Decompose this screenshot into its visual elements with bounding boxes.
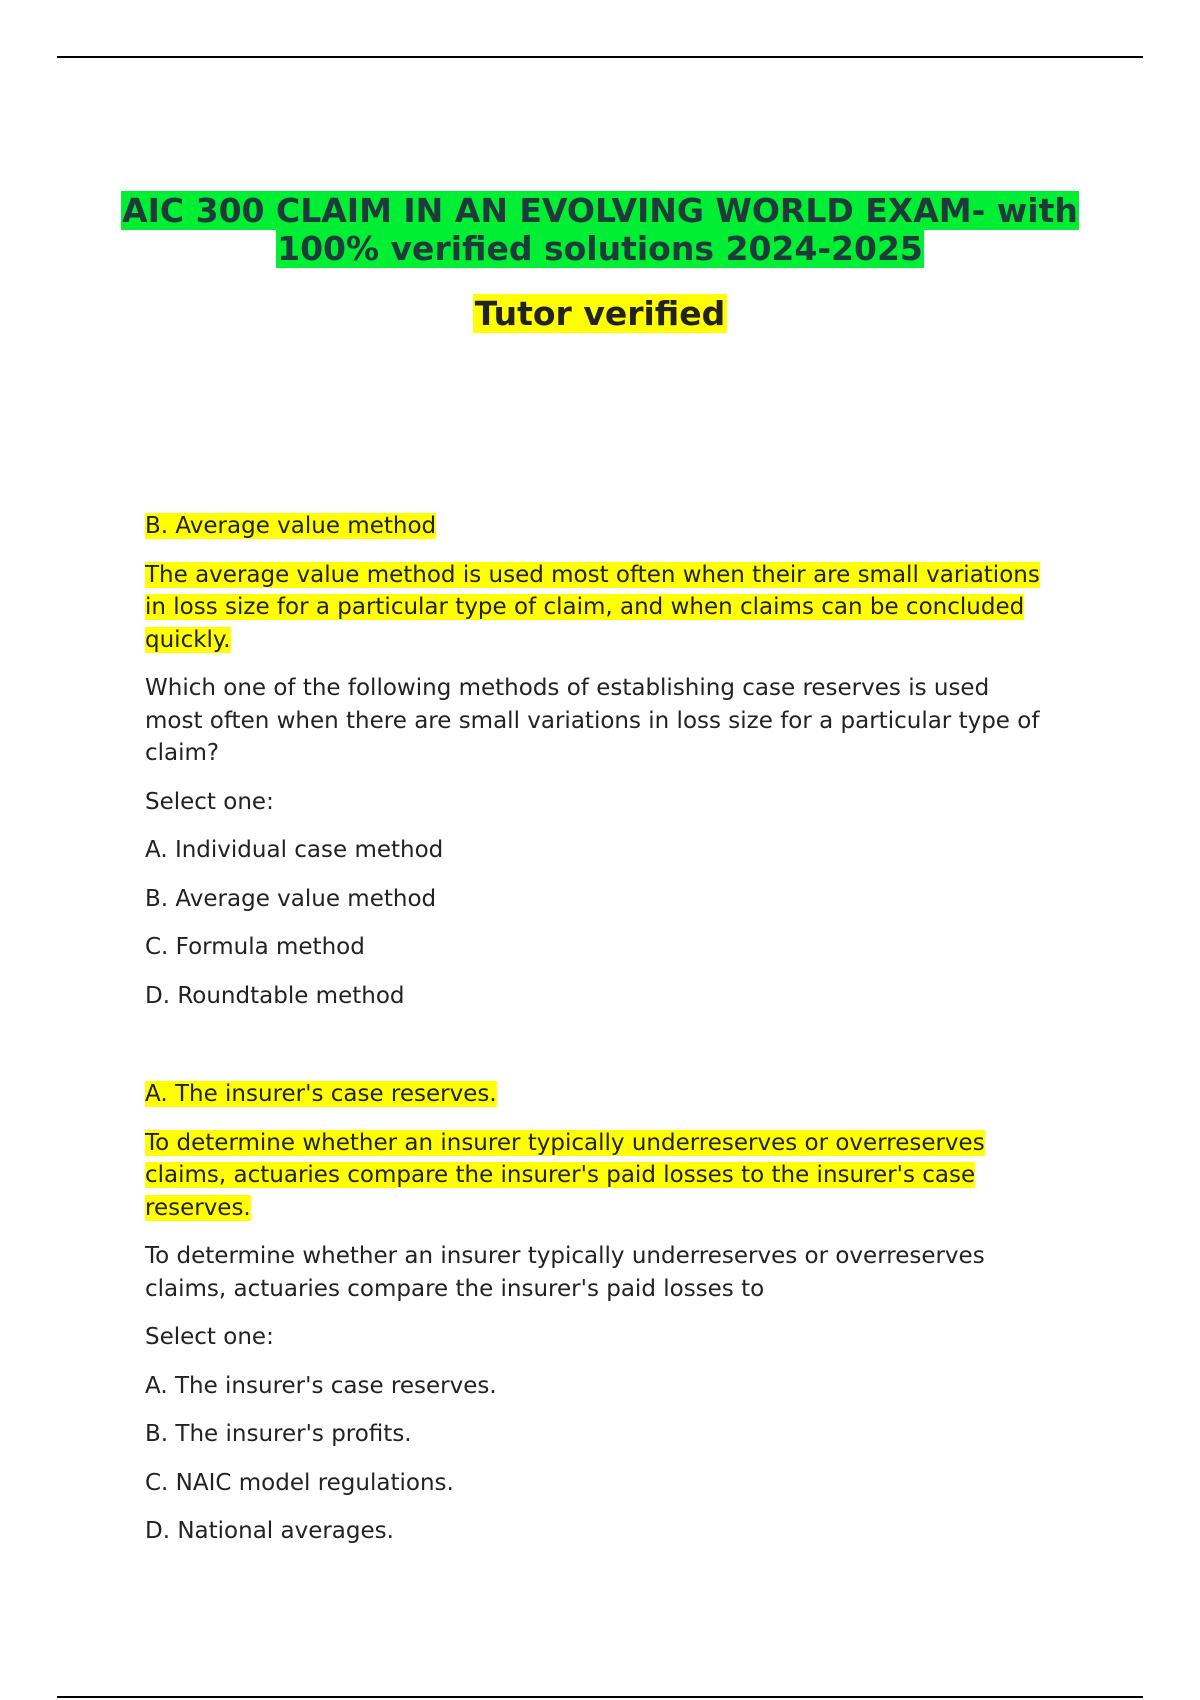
option-c: C. Formula method — [145, 934, 365, 960]
option-d: D. National averages. — [145, 1518, 394, 1544]
document-title — [100, 192, 1100, 268]
option-c: C. NAIC model regulations. — [145, 1469, 454, 1496]
question-list — [145, 510, 1045, 1564]
question-block-1 — [145, 510, 1045, 1012]
answer-text: B. Average value method — [145, 513, 437, 539]
select-instruction: Select one: — [145, 788, 274, 815]
option-b: B. The insurer's profits. — [145, 1421, 412, 1447]
option-a: A. The insurer's case reserves. — [145, 1372, 497, 1399]
option-d: D. Roundtable method — [145, 982, 405, 1009]
explanation-text: The average value method is used most often when their are small variations in loss size for a particular type of claim, and when claims can be concluded quickly. — [145, 561, 1040, 653]
answer-line — [145, 510, 1045, 543]
document-subtitle — [100, 294, 1100, 334]
document-title-text: AIC 300 CLAIM IN AN EVOLVING WORLD EXAM- with 100% verified solutions 2024-2025 — [122, 191, 1078, 268]
question-block-2 — [145, 1078, 1045, 1548]
footer-rule — [57, 1696, 1143, 1698]
document-subtitle-text: Tutor verified — [474, 294, 726, 333]
question-prompt: To determine whether an insurer typically underreserves or overreserves claims, actuaries compare the insurer's paid losses to — [145, 1243, 985, 1302]
option-b: B. Average value method — [145, 885, 437, 912]
select-instruction: Select one: — [145, 1324, 274, 1350]
answer-line — [145, 1078, 1045, 1111]
header-rule — [57, 56, 1143, 58]
answer-text: A. The insurer's case reserves. — [145, 1081, 497, 1107]
explanation — [145, 559, 1045, 657]
title-block — [100, 192, 1100, 334]
explanation — [145, 1127, 1045, 1225]
section-spacer — [145, 1028, 1045, 1078]
explanation-text: To determine whether an insurer typically underreserves or overreserves claims, actuaries compare the insurer's paid losses to the insurer's case reserves. — [145, 1129, 985, 1221]
option-a: A. Individual case method — [145, 837, 444, 863]
question-prompt: Which one of the following methods of establishing case reserves is used most often when there are small variations in loss size for a particular type of claim? — [145, 675, 1040, 766]
